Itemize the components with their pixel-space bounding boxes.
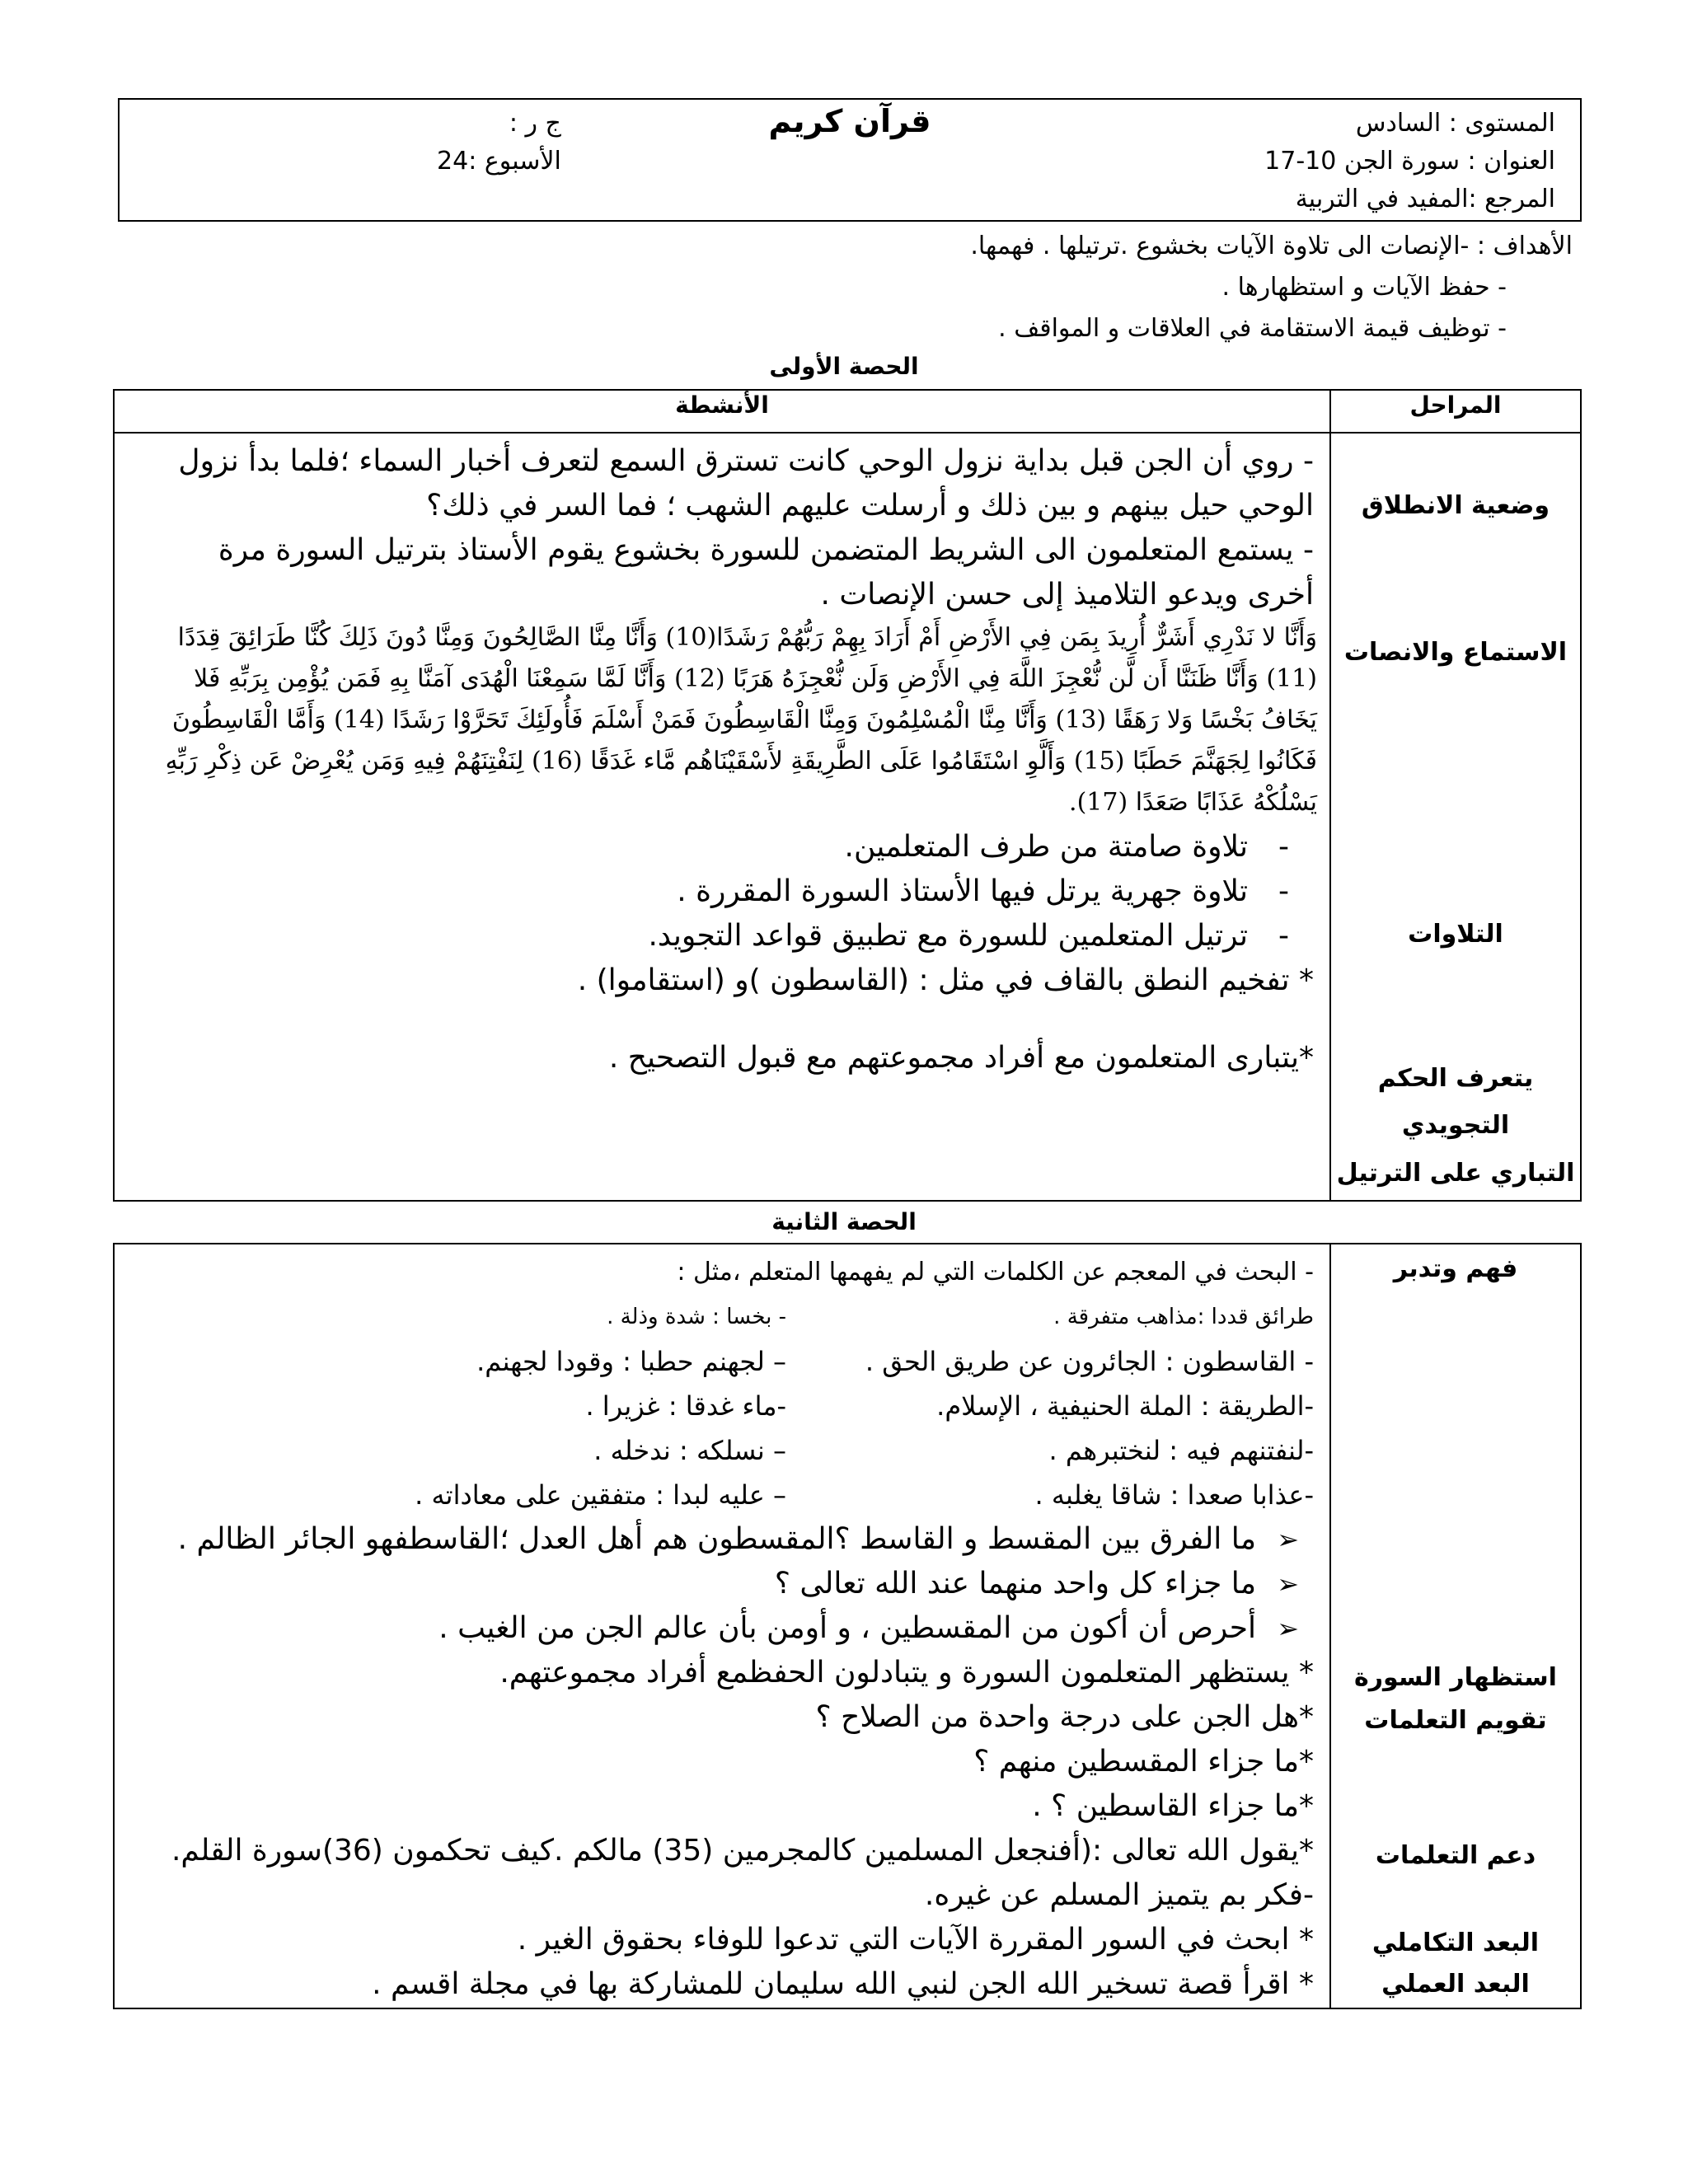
vocab-row xyxy=(148,1428,1314,1473)
vocab-term: – لجهنم حطبا : وقودا لجهنم. xyxy=(476,1346,786,1377)
check-arrow-icon: ➢ xyxy=(1277,1568,1299,1600)
goals xyxy=(501,226,1573,349)
stage-understanding: فهم وتدبر xyxy=(1393,1254,1518,1283)
stage-tajweed-a: يتعرف الحكم xyxy=(1377,1064,1534,1093)
stage-recitations: التلاوات xyxy=(1408,920,1503,949)
session-1-table xyxy=(113,389,1582,1202)
session-2-table xyxy=(113,1243,1582,2009)
question-text: أحرص أن أكون من المقسطين ، و أومن بأن عالم الجن من الغيب . xyxy=(438,1611,1256,1645)
col-stages-header: المراحل xyxy=(1330,390,1581,433)
recitation-item: - تلاوة جهرية يرتل فيها الأستاذ السورة المقررة . xyxy=(148,869,1314,914)
subject-title: قرآن كريم xyxy=(768,103,931,139)
header-info xyxy=(1127,105,1555,218)
session-1-title: الحصة الأولى xyxy=(769,353,919,380)
stage-tajweed-b: التجويدي xyxy=(1401,1111,1510,1140)
goal-1: الأهداف : -الإنصات الى تلاوة الآيات بخشوع .ترتيلها . فهمها. xyxy=(970,232,1573,260)
integration-text: * ابحث في السور المقررة الآيات التي تدعوا للوفاء بحقوق الغير . xyxy=(517,1923,1314,1957)
question-item xyxy=(148,1606,1314,1651)
header-box xyxy=(118,98,1582,222)
week-line: الأسبوع :24 xyxy=(437,147,561,176)
session-2-stages xyxy=(1330,1244,1581,2008)
stage-evaluation: تقويم التعلمات xyxy=(1364,1706,1547,1735)
question-item xyxy=(148,1562,1314,1606)
support-text: *يقول الله تعالى :(أفنجعل المسلمين كالمجرمين (35) مالكم .كيف تحكمون (36)سورة القلم. xyxy=(171,1834,1314,1868)
stage-memorize: استظهار السورة xyxy=(1354,1663,1557,1692)
stage-listening: الاستماع والانصات xyxy=(1343,638,1568,667)
eval-question: *ما جزاء القاسطين ؟ . xyxy=(1032,1789,1314,1823)
question-text: ما جزاء كل واحد منهما عند الله تعالى ؟ xyxy=(774,1567,1256,1601)
vocab-term: – نسلكه : ندخله . xyxy=(593,1435,786,1466)
questions-list xyxy=(115,1517,1329,2007)
stage-integration: البعد التكاملي xyxy=(1372,1929,1540,1957)
recitations-list xyxy=(115,823,1329,1080)
quran-verses: وَأَنَّا لا نَدْرِي أَشَرٌّ أُرِيدَ بِمَن فِي الأَرْضِ أَمْ أَرَادَ بِهِمْ رَبُّهُمْ رَشَدًا(10) وَأَنَّا مِنَّا الصَّالِحُونَ وَمِنَّا دُونَ ذَلِكَ كُنَّا طَرَائِقَ قِدَدًا (11) وَأَنَّا ظَنَنَّا أَن لَّن نُّعْجِزَ اللَّهَ فِي الأَرْضِ وَلَن نُّعْجِزَهُ هَرَبًا (12) وَأَنَّا لَمَّا سَمِعْنَا الْهُدَى آمَنَّا بِهِ فَمَن يُؤْمِن بِرَبِّهِ فَلا يَخَافُ بَخْسًا وَلا رَهَقًا (13) وَأَنَّا مِنَّا الْمُسْلِمُونَ وَمِنَّا الْقَاسِطُونَ فَمَنْ أَسْلَمَ فَأُولَئِكَ تَحَرَّوْا رَشَدًا (14) وَأَمَّا الْقَاسِطُونَ فَكَانُوا لِجَهَنَّمَ حَطَبًا (15) وَأَلَّوِ اسْتَقَامُوا عَلَى الطَّرِيقَةِ لأَسْقَيْنَاهُم مَّاء غَدَقًا (16) لِنَفْتِنَهُمْ فِيهِ وَمَن يُعْرِضْ عَن ذِكْرِ رَبِّهِ يَسْلُكْهُ عَذَابًا صَعَدًا (17). xyxy=(165,623,1317,817)
reference-line: المرجع :المفيد في التربية xyxy=(1295,185,1555,213)
vocab-row xyxy=(148,1339,1314,1384)
tajweed-rule: * تفخيم النطق بالقاف في مثل : (القاسطون )و (استقاموا) . xyxy=(577,963,1314,997)
stage-support: دعم التعلمات xyxy=(1375,1841,1536,1870)
vocab-term: – عليه لبدا : متفقين على معاداته . xyxy=(415,1479,786,1511)
session-1-stages xyxy=(1330,433,1581,1201)
vocab-term: - القاسطون : الجائرون عن طريق الحق . xyxy=(865,1346,1314,1377)
title-line: العنوان : سورة الجن 10-17 xyxy=(1264,147,1555,176)
vocab-section xyxy=(115,1245,1329,1517)
check-arrow-icon: ➢ xyxy=(1277,1613,1299,1644)
jr-line: ج ر : xyxy=(509,109,561,138)
vocab-term: طرائق قددا :مذاهب متفرقة . xyxy=(1053,1305,1314,1329)
col-activities-header: الأنشطة xyxy=(114,390,1330,433)
level-line: المستوى : السادس xyxy=(1355,109,1555,138)
check-arrow-icon: ➢ xyxy=(1277,1524,1299,1555)
vocab-term: -عذابا صعدا : شاقا يغلبه . xyxy=(1034,1479,1314,1511)
vocab-term: -ماء غدقا : غزيرا . xyxy=(585,1390,786,1422)
intro-text-1: - روي أن الجن قبل بداية نزول الوحي كانت تسترق السمع لتعرف أخبار السماء ؛فلما بدأ نزول الوحي حيل بينهم و بين ذلك و أرسلت عليهم الشهب ؛ فما السر في ذلك؟ xyxy=(178,444,1314,523)
integration-text: * اقرأ قصة تسخير الله الجن لنبي الله سليمان للمشاركة بها في مجلة اقسم . xyxy=(372,1967,1314,2001)
session-2-activities xyxy=(114,1244,1330,2008)
goal-3: - توظيف قيمة الاستقامة في العلاقات و المواقف . xyxy=(998,314,1507,343)
session-1-activities xyxy=(114,433,1330,1201)
question-item xyxy=(148,1517,1314,1562)
stage-contest: التباري على الترتيل xyxy=(1336,1159,1575,1188)
vocab-term: -لنفتنهم فيه : لنختبرهم . xyxy=(1048,1435,1314,1466)
eval-question: *ما جزاء المقسطين منهم ؟ xyxy=(973,1745,1314,1779)
vocab-term: -الطريقة : الملة الحنيفية ، الإسلام. xyxy=(936,1390,1314,1422)
vocab-row xyxy=(148,1295,1314,1339)
stage-practical: البعد العملي xyxy=(1381,1970,1530,1999)
vocab-row xyxy=(148,1473,1314,1517)
header-meta xyxy=(437,105,561,180)
eval-question: *هل الجن على درجة واحدة من الصلاح ؟ xyxy=(815,1700,1314,1734)
recitation-item: - ترتيل المتعلمين للسورة مع تطبيق قواعد التجويد. xyxy=(148,914,1314,958)
stage-start: وضعية الانطلاق xyxy=(1361,491,1550,520)
intro-text-2: - يستمع المتعلمون الى الشريط المتضمن للسورة بخشوع يقوم الأستاذ بترتيل السورة مرة أخرى ويدعو التلاميذ إلى حسن الإنصات . xyxy=(218,533,1314,612)
recitation-item: - تلاوة صامتة من طرف المتعلمين. xyxy=(148,825,1314,869)
vocab-intro: - البحث في المعجم عن الكلمات التي لم يفهمها المتعلم ،مثل : xyxy=(677,1258,1314,1286)
vocab-row xyxy=(148,1384,1314,1428)
goal-2: - حفظ الآيات و استظهارها . xyxy=(1221,273,1507,302)
memorize-text: * يستظهر المتعلمون السورة و يتبادلون الحفظمع أفراد مجموعتهم. xyxy=(499,1656,1314,1690)
contest-text: *يتبارى المتعلمون مع أفراد مجموعتهم مع قبول التصحيح . xyxy=(608,1041,1314,1075)
support-text: -فكر بم يتميز المسلم عن غيره. xyxy=(924,1878,1314,1912)
question-text: ما الفرق بين المقسط و القاسط ؟المقسطون هم أهل العدل ؛القاسطفهو الجائر الظالم . xyxy=(177,1522,1256,1556)
vocab-term: - بخسا : شدة وذلة . xyxy=(607,1305,786,1329)
session-2-title: الحصة الثانية xyxy=(771,1208,917,1235)
intro-paragraph xyxy=(115,434,1329,617)
